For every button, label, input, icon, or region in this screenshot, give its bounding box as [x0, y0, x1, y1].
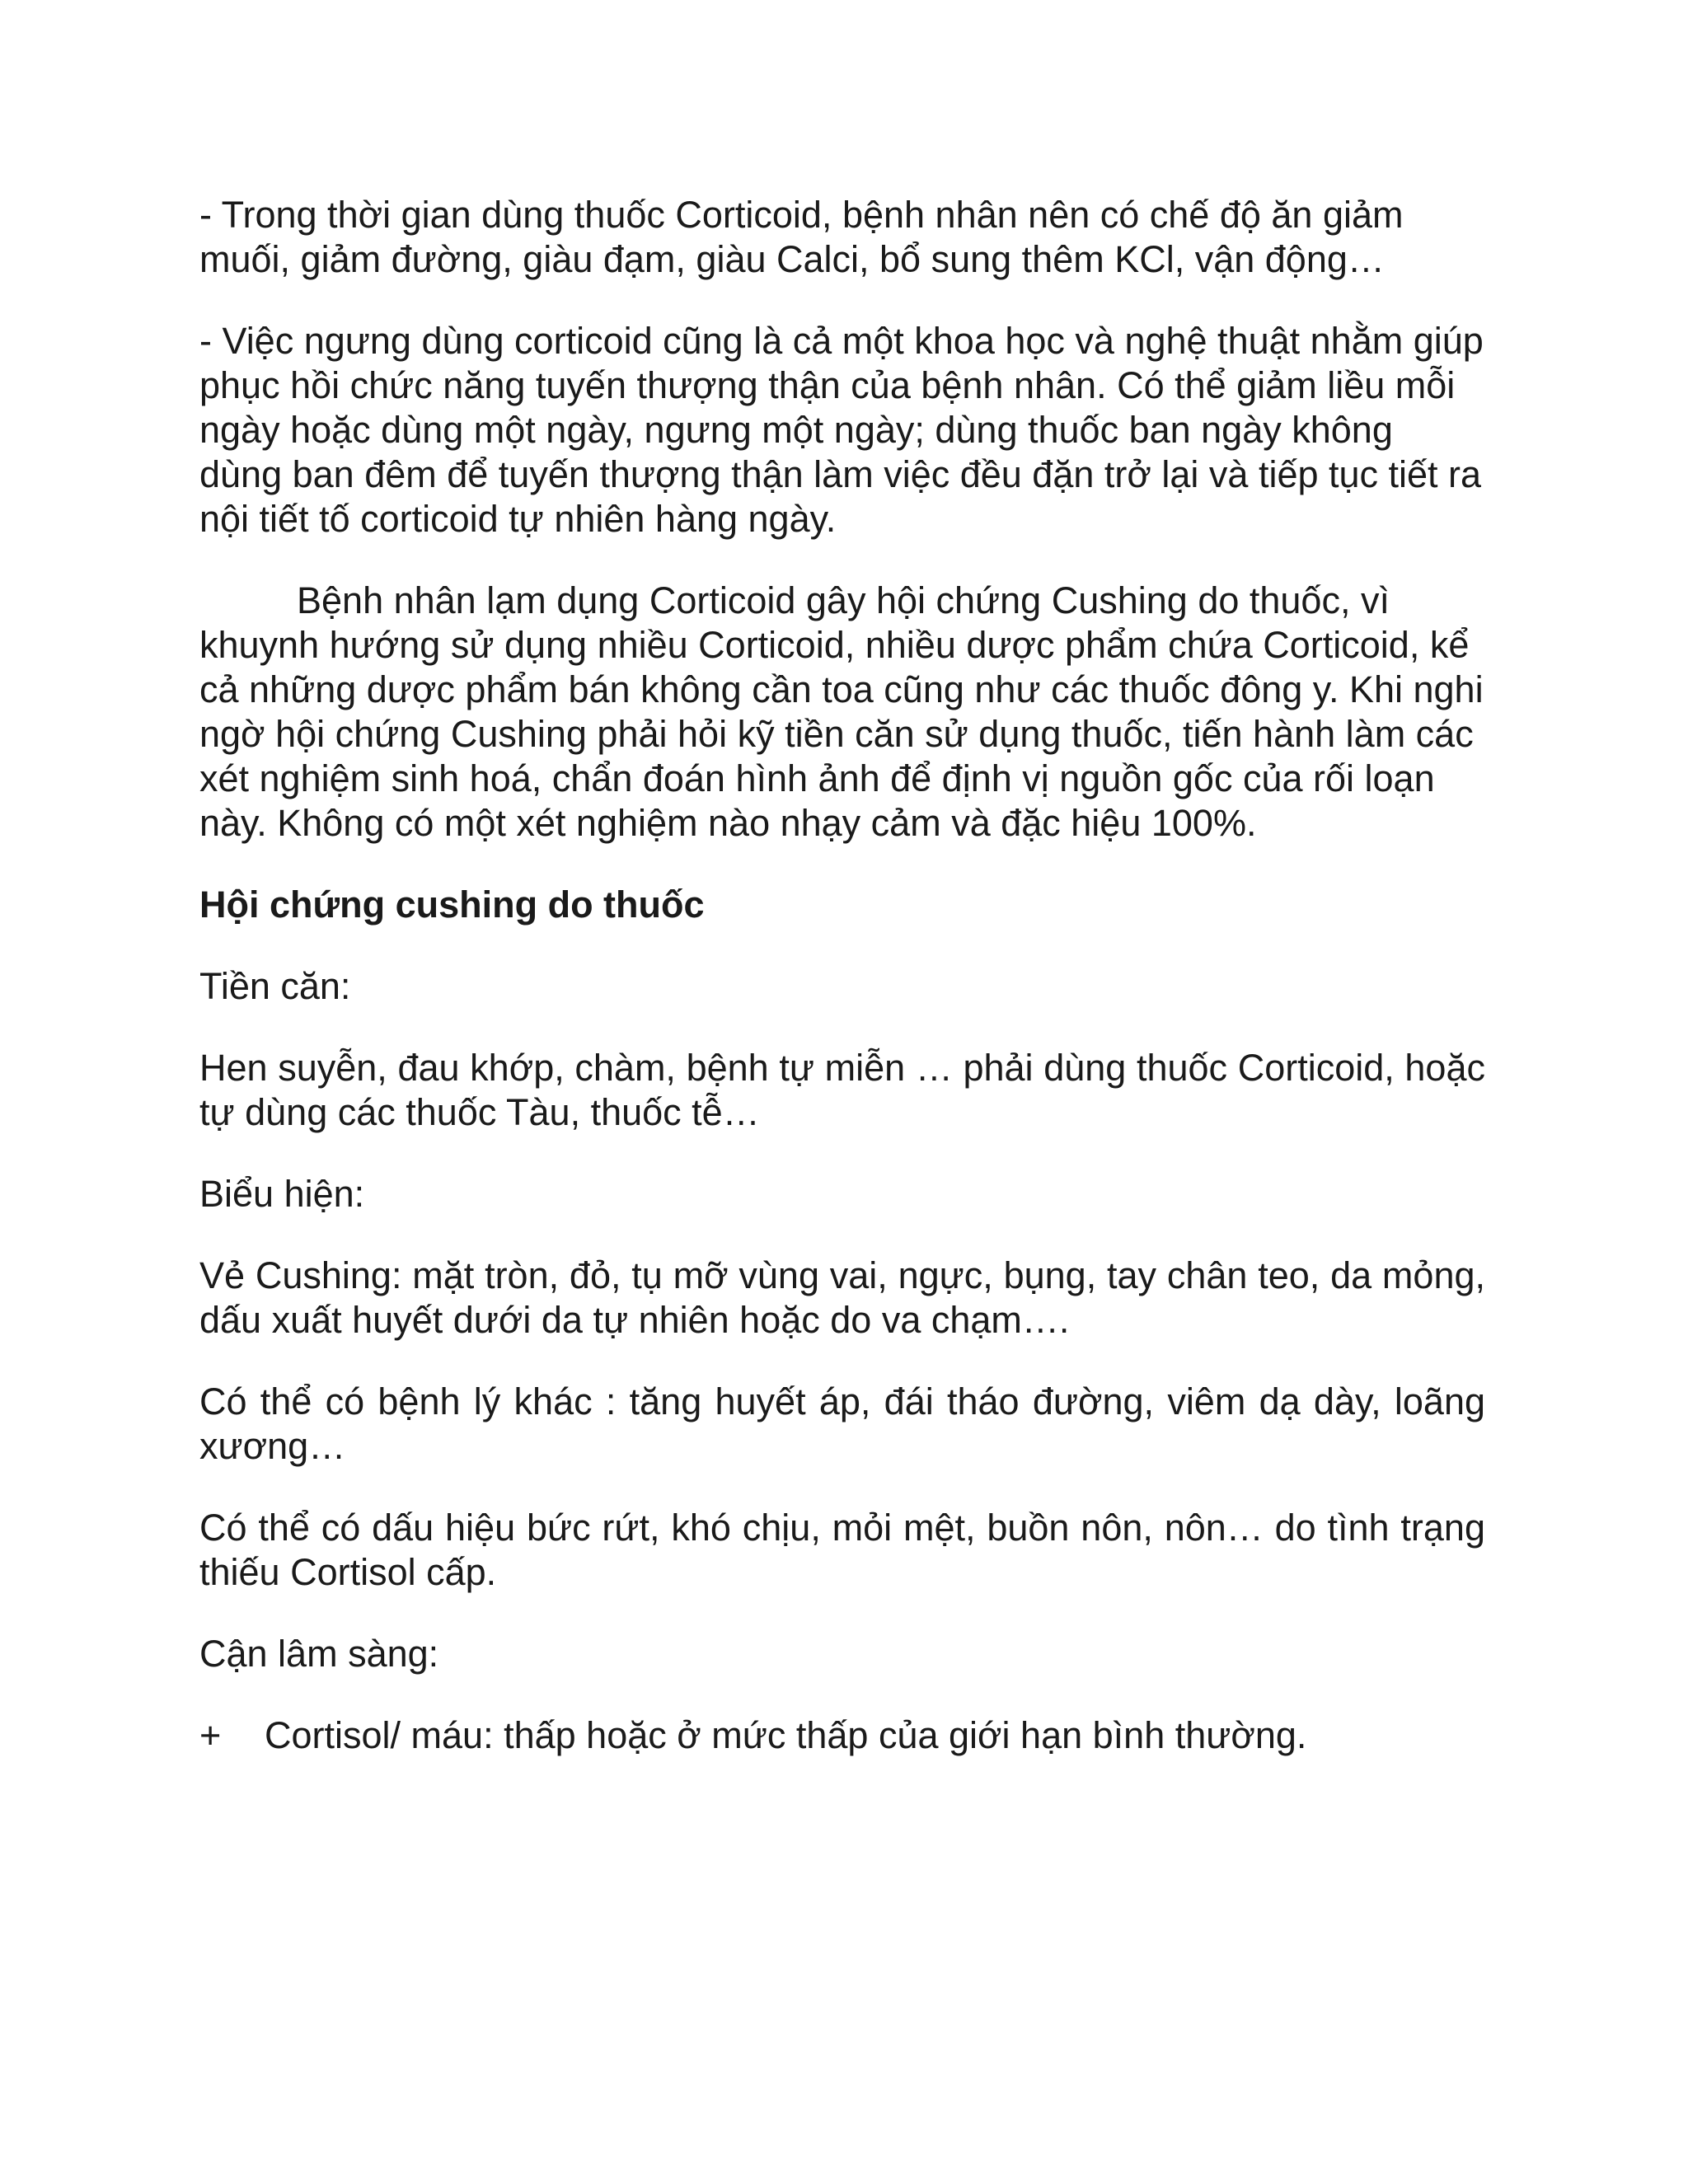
signs-cushing-appearance: Vẻ Cushing: mặt tròn, đỏ, tụ mỡ vùng vai, ngực, bụng, tay chân teo, da mỏng, dấu xuất huyết dưới da tự nhiên hoặc do va chạm…. — [199, 1254, 1485, 1341]
signs-other-conditions: Có thể có bệnh lý khác : tăng huyết áp, đái tháo đường, viêm dạ dày, loãng xương… — [199, 1380, 1485, 1467]
lab-item-text: Cortisol/ máu: thấp hoặc ở mức thấp của giới hạn bình thường. — [265, 1714, 1307, 1756]
document-body — [199, 193, 1485, 1758]
history-label: Tiền căn: — [199, 965, 351, 1007]
paragraph-corticoid-abuse: Bệnh nhân lạm dụng Corticoid gây hội chứng Cushing do thuốc, vì khuynh hướng sử dụng nhiều Corticoid, nhiều dược phẩm chứa Corticoid, kể cả những dược phẩm bán không cần toa cũng như các thuốc đông y. Khi nghi ngờ hội chứng Cushing phải hỏi kỹ tiền căn sử dụng thuốc, tiến hành làm các xét nghiệm sinh hoá, chẩn đoán hình ảnh để định vị nguồn gốc của rối loạn này. Không có một xét nghiệm nào nhạy cảm và đặc hiệu 100%. — [199, 579, 1484, 844]
lab-item — [199, 1713, 1485, 1758]
paragraph-diet-advice: - Trong thời gian dùng thuốc Corticoid, bệnh nhân nên có chế độ ăn giảm muối, giảm đường, giàu đạm, giàu Calci, bổ sung thêm KCl, vận động… — [199, 194, 1404, 280]
history-text: Hen suyễn, đau khớp, chàm, bệnh tự miễn … phải dùng thuốc Corticoid, hoặc tự dùng các thuốc Tàu, thuốc tễ… — [199, 1047, 1485, 1133]
lab-label: Cận lâm sàng: — [199, 1633, 439, 1675]
paragraph-stopping-corticoid: - Việc ngưng dùng corticoid cũng là cả một khoa học và nghệ thuật nhằm giúp phục hồi chức năng tuyến thượng thận của bệnh nhân. Có thể giảm liều mỗi ngày hoặc dùng một ngày, ngưng một ngày; dùng thuốc ban ngày không dùng ban đêm để tuyến thượng thận làm việc đều đặn trở lại và tiếp tục tiết ra nội tiết tố corticoid tự nhiên hàng ngày. — [199, 320, 1484, 540]
signs-label: Biểu hiện: — [199, 1173, 365, 1215]
bullet-marker: + — [199, 1714, 222, 1756]
signs-cortisol-deficiency: Có thể có dấu hiệu bức rứt, khó chịu, mỏi mệt, buồn nôn, nôn… do tình trạng thiếu Cortisol cấp. — [199, 1507, 1485, 1593]
section-heading: Hội chứng cushing do thuốc — [199, 883, 705, 926]
